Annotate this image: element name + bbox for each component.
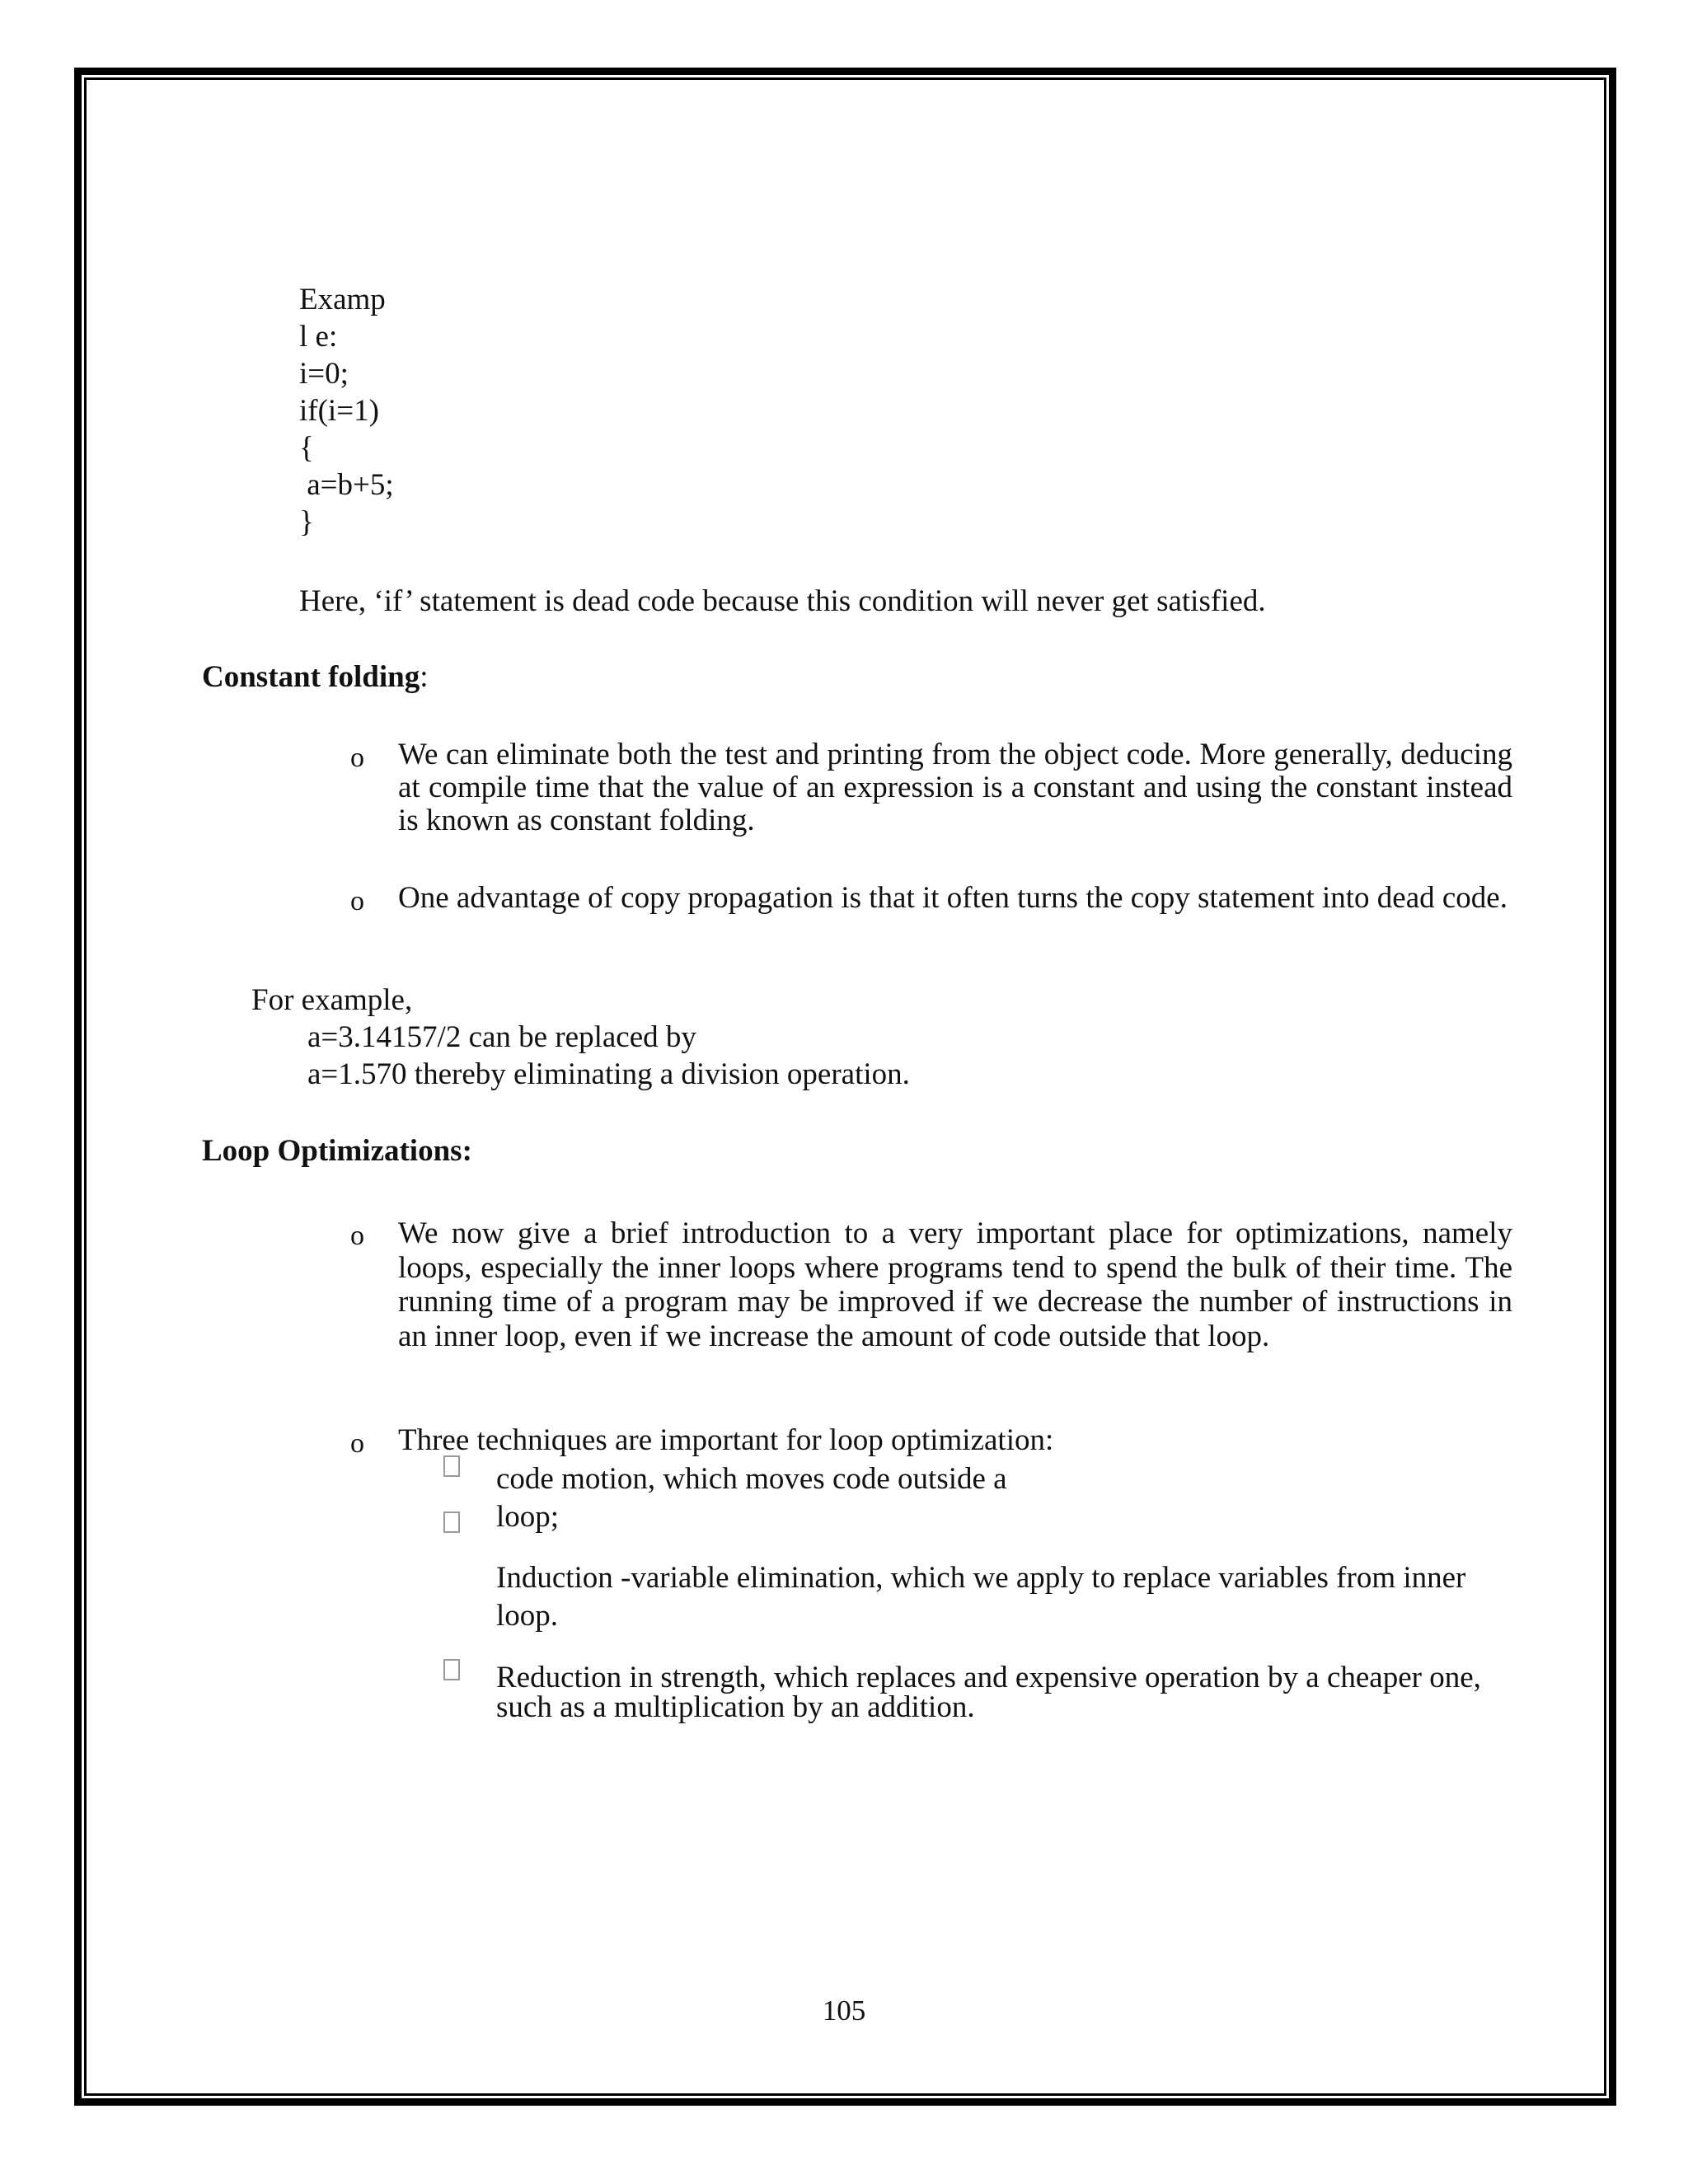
checkbox-icon [443, 1511, 460, 1533]
bullet-marker: o [350, 743, 364, 773]
bullet-marker: o [350, 1221, 364, 1251]
loop-optimizations-heading: Loop Optimizations: [202, 1134, 472, 1168]
code-line-3: i=0; [299, 357, 349, 391]
technique-code-motion-line2: loop; [496, 1500, 560, 1534]
constant-folding-bullet-2: One advantage of copy propagation is that it often turns the copy statement into dead code. [398, 881, 1507, 915]
loop-optimizations-bullet-1: We now give a brief introduction to a very important place for optimizations, namely loops, especially the inner loops where programs tend to spend the bulk of their time. The running time of a program may be improved if we decrease the number of instructions in an inner loop, even if we increase the amount of code outside that loop. [398, 1216, 1512, 1353]
code-line-1: Examp [299, 283, 386, 316]
code-line-5: { [299, 431, 314, 465]
technique-induction-line2: loop. [496, 1599, 559, 1633]
technique-code-motion-line1: code motion, which moves code outside a [496, 1462, 1007, 1496]
example-line-2: a=1.570 thereby eliminating a division operation. [307, 1057, 910, 1091]
constant-folding-title: Constant folding [202, 660, 420, 694]
page-number: 105 [822, 1994, 866, 2027]
for-example-label: For example, [251, 983, 413, 1017]
code-line-4: if(i=1) [299, 394, 379, 428]
bullet-marker: o [350, 886, 364, 916]
constant-folding-heading [202, 659, 428, 696]
code-line-6: a=b+5; [299, 468, 394, 502]
code-line-7: } [299, 505, 314, 539]
constant-folding-bullet-1: We can eliminate both the test and printing from the object code. More generally, deducing at compile time that the value of an expression is a constant and using the constant instead is known as constant folding. [398, 738, 1512, 837]
checkbox-icon [443, 1659, 460, 1680]
dead-code-note: Here, ‘if’ statement is dead code because this condition will never get satisfied. [299, 584, 1266, 618]
bullet-marker: o [350, 1428, 364, 1459]
technique-induction-line1: Induction -variable elimination, which we apply to replace variables from inner [496, 1561, 1466, 1595]
code-line-2: l e: [299, 320, 338, 354]
loop-optimizations-bullet-2: Three techniques are important for loop optimization: [398, 1423, 1054, 1457]
technique-reduction: Reduction in strength, which replaces and expensive operation by a cheaper one, such as a multiplication by an addition. [496, 1661, 1481, 1724]
constant-folding-colon: : [420, 660, 429, 694]
checkbox-icon [443, 1455, 460, 1477]
example-line-1: a=3.14157/2 can be replaced by [307, 1020, 696, 1054]
